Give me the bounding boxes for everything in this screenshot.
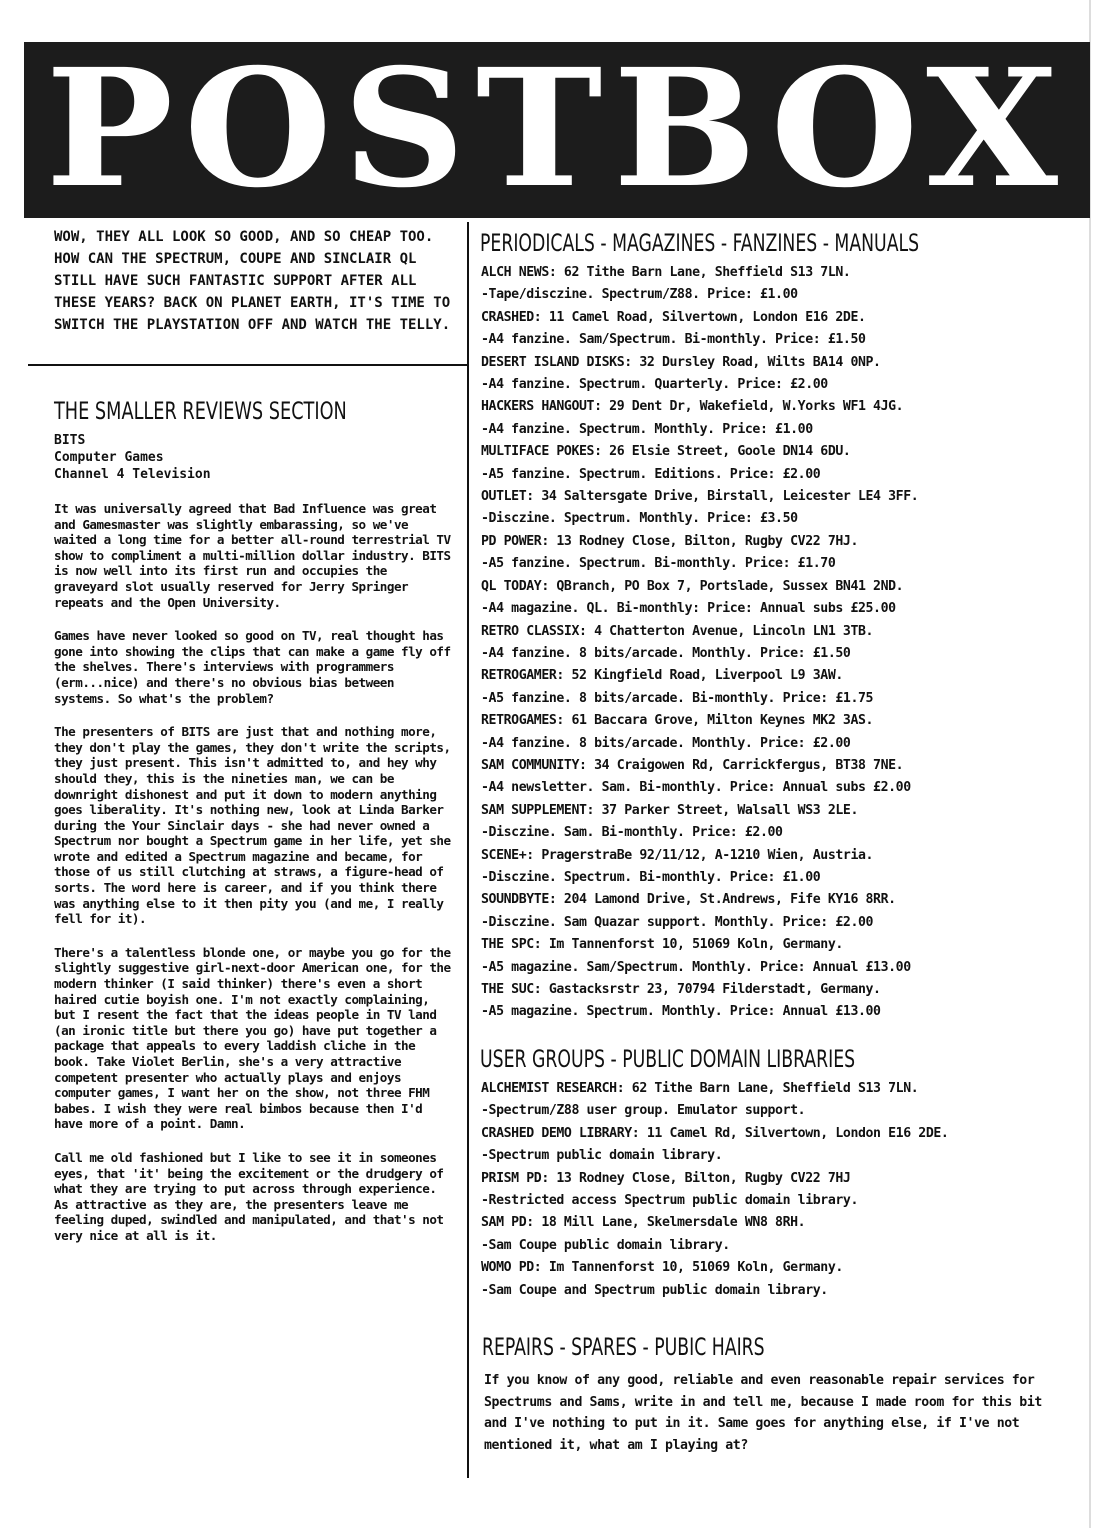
- periodical-entry-line: SAM SUPPLEMENT: 37 Parker Street, Walsall WS3 2LE.: [481, 802, 858, 818]
- periodical-entry-line: RETROGAMER: 52 Kingfield Road, Liverpool L9 3AW.: [481, 668, 843, 684]
- intro-text: WOW, THEY ALL LOOK SO GOOD, AND SO CHEAP TOO. HOW CAN THE SPECTRUM, COUPE AND SINCLAIR QL STILL HAVE SUCH FANTASTIC SUPPORT AFTER ALL THESE YEARS? BACK ON PLANET EARTH, IT'S TIME TO SWITCH THE PLAYSTATION OFF AND WATCH THE TELLY.: [54, 229, 451, 333]
- periodical-entry-line: -A4 newsletter. Sam. Bi-monthly. Price: Annual subs £2.00: [481, 780, 911, 796]
- user-group-entry-line: CRASHED DEMO LIBRARY: 11 Camel Rd, Silvertown, London E16 2DE.: [481, 1125, 949, 1141]
- periodical-entry-line: -Tape/disczine. Spectrum/Z88. Price: £1.00: [481, 287, 798, 303]
- periodical-entry-line: SOUNDBYTE: 204 Lamond Drive, St.Andrews, Fife KY16 8RR.: [481, 892, 896, 908]
- periodical-entry-line: QL TODAY: QBranch, PO Box 7, Portslade, Sussex BN41 2ND.: [481, 578, 904, 594]
- review-paragraph: Call me old fashioned but I like to see it in someones eyes, that 'it' being the excitement or the drudgery of what they are trying to put across through experience. As attractive as they are, the presenters leave me feeling duped, swindled and manipulated, and that's not very nice at all is it.: [54, 1149, 444, 1243]
- masthead-banner: [24, 42, 1090, 218]
- column-divider: [467, 222, 469, 1478]
- periodical-entry-line: -A5 fanzine. Spectrum. Bi-monthly. Price: £1.70: [481, 556, 836, 572]
- periodical-entry-line: -A5 fanzine. Spectrum. Editions. Price: £2.00: [481, 466, 821, 482]
- review-item-type: Computer Games: [54, 450, 164, 465]
- periodical-entry-line: -A4 fanzine. Spectrum. Quarterly. Price: £2.00: [481, 377, 828, 393]
- user-groups-list: [481, 1078, 1071, 1302]
- periodical-entry-line: SCENE+: PragerstraBe 92/11/12, A-1210 Wien, Austria.: [481, 847, 874, 863]
- periodical-entry-line: PD POWER: 13 Rodney Close, Bilton, Rugby CV22 7HJ.: [481, 533, 858, 549]
- user-group-entry-line: -Spectrum public domain library.: [481, 1148, 723, 1164]
- review-paragraph: Games have never looked so good on TV, real thought has gone into showing the clips that can make a game fly off the shelves. There's interviews with programmers (erm...nice) and there's no obvious bias between systems. So what's the problem?: [54, 628, 451, 706]
- user-group-entry-line: -Spectrum/Z88 user group. Emulator support.: [481, 1103, 806, 1119]
- periodicals-heading: PERIODICALS - MAGAZINES - FANZINES - MANUALS: [480, 229, 920, 257]
- reviews-section: [54, 432, 454, 1256]
- periodical-entry-line: SAM COMMUNITY: 34 Craigowen Rd, Carrickfergus, BT38 7NE.: [481, 757, 904, 773]
- review-paragraph: It was universally agreed that Bad Influence was great and Gamesmaster was slightly embarassing, so we've waited a long time for a better all-round terrestrial TV show to compliment a multi-million dollar industry. BITS is now well into its first run and occupies the graveyard slot usually reserved for Jerry Springer repeats and the Open University.: [54, 501, 451, 610]
- periodicals-list: [481, 262, 1071, 1024]
- periodical-entry-line: -A5 magazine. Sam/Spectrum. Monthly. Price: Annual £13.00: [481, 959, 911, 975]
- periodical-entry-line: HACKERS HANGOUT: 29 Dent Dr, Wakefield, W.Yorks WF1 4JG.: [481, 399, 904, 415]
- page-edge: [1089, 0, 1091, 1528]
- reviews-heading: THE SMALLER REVIEWS SECTION: [54, 397, 347, 425]
- review-paragraph: There's a talentless blonde one, or maybe you go for the slightly suggestive girl-next-door American one, for the modern thinker (I said thinker) there's even a short haired cutie boyish one. I'm not exactly complaining, but I resent the fact that the ideas people in TV land (an ironic title but there you go) have put together a package that appeals to every laddish cliche in the book. Take Violet Berlin, she's a very attractive competent presenter who actually plays and enjoys computer games, I want her on the show, not three FHM babes. I wish they were real bimbos because then I'd have more of a point. Damn.: [54, 944, 451, 1132]
- user-group-entry-line: -Restricted access Spectrum public domain library.: [481, 1193, 858, 1209]
- periodical-entry-line: -A4 fanzine. Sam/Spectrum. Bi-monthly. Price: £1.50: [481, 332, 866, 348]
- user-group-entry-line: -Sam Coupe and Spectrum public domain library.: [481, 1282, 828, 1298]
- periodical-entry-line: DESERT ISLAND DISKS: 32 Dursley Road, Wilts BA14 0NP.: [481, 354, 881, 370]
- periodical-entry-line: -Disczine. Sam Quazar support. Monthly. Price: £2.00: [481, 914, 874, 930]
- section-divider: [28, 364, 468, 366]
- user-group-entry-line: WOMO PD: Im Tannenforst 10, 51069 Koln, Germany.: [481, 1260, 843, 1276]
- periodical-entry-line: MULTIFACE POKES: 26 Elsie Street, Goole DN14 6DU.: [481, 444, 851, 460]
- periodical-entry-line: -A4 fanzine. Spectrum. Monthly. Price: £1.00: [481, 421, 813, 437]
- periodical-entry-line: -A5 fanzine. 8 bits/arcade. Bi-monthly. Price: £1.75: [481, 690, 874, 706]
- user-groups-heading: USER GROUPS - PUBLIC DOMAIN LIBRARIES: [480, 1045, 856, 1073]
- periodical-entry-line: -Disczine. Spectrum. Bi-monthly. Price: £1.00: [481, 869, 821, 885]
- masthead-title: POSTBOX: [45, 42, 1069, 218]
- review-item-title: BITS: [54, 433, 86, 448]
- periodical-entry-line: RETROGAMES: 61 Baccara Grove, Milton Keynes MK2 3AS.: [481, 713, 874, 729]
- periodical-entry-line: ALCH NEWS: 62 Tithe Barn Lane, Sheffield S13 7LN.: [481, 265, 851, 280]
- review-header: [54, 432, 454, 483]
- review-item-source: Channel 4 Television: [54, 467, 211, 482]
- repairs-heading: REPAIRS - SPARES - PUBIC HAIRS: [482, 1333, 765, 1361]
- periodical-entry-line: -A4 magazine. QL. Bi-monthly: Price: Annual subs £25.00: [481, 601, 896, 617]
- user-group-entry-line: ALCHEMIST RESEARCH: 62 Tithe Barn Lane, Sheffield S13 7LN.: [481, 1081, 919, 1096]
- periodical-entry-line: CRASHED: 11 Camel Road, Silvertown, London E16 2DE.: [481, 309, 866, 325]
- periodical-entry-line: THE SPC: Im Tannenforst 10, 51069 Koln, Germany.: [481, 937, 843, 953]
- periodical-entry-line: -A5 magazine. Spectrum. Monthly. Price: Annual £13.00: [481, 1004, 881, 1020]
- periodical-entry-line: THE SUC: Gastacksrstr 23, 70794 Filderstadt, Germany.: [481, 982, 881, 997]
- periodical-entry-line: RETRO CLASSIX: 4 Chatterton Avenue, Lincoln LN1 3TB.: [481, 623, 874, 639]
- user-group-entry-line: -Sam Coupe public domain library.: [481, 1237, 730, 1253]
- periodical-entry-line: OUTLET: 34 Saltersgate Drive, Birstall, Leicester LE4 3FF.: [481, 489, 919, 505]
- periodical-entry-line: -Disczine. Sam. Bi-monthly. Price: £2.00: [481, 825, 783, 841]
- periodical-entry-line: -Disczine. Spectrum. Monthly. Price: £3.50: [481, 511, 798, 527]
- user-group-entry-line: SAM PD: 18 Mill Lane, Skelmersdale WN8 8RH.: [481, 1215, 806, 1231]
- repairs-text: If you know of any good, reliable and even reasonable repair services for Spectrums and Sams, write in and tell me, because I made room for this bit and I've nothing to put in it. Same goes for anything else, if I've not mentioned it, what am I playing at?: [484, 1373, 1042, 1453]
- user-group-entry-line: PRISM PD: 13 Rodney Close, Bilton, Rugby CV22 7HJ: [481, 1170, 851, 1186]
- periodical-entry-line: -A4 fanzine. 8 bits/arcade. Monthly. Price: £1.50: [481, 645, 851, 661]
- review-paragraph: The presenters of BITS are just that and nothing more, they don't play the games, they don't write the scripts, they just present. This isn't admitted to, and hey why should they, this is the nineties man, we can be downright dishonest and put it down to modern anything goes liberality. It's nothing new, look at Linda Barker during the Your Sinclair days - she had never owned a Spectrum nor bought a Spectrum game in her life, yet she wrote and edited a Spectrum magazine and became, for those of us still clutching at straws, a figure-head of sorts. The word here is career, and if you think there was anything else to it then pity you (and me, I really fell for it).: [54, 724, 451, 927]
- periodical-entry-line: -A4 fanzine. 8 bits/arcade. Monthly. Price: £2.00: [481, 735, 851, 751]
